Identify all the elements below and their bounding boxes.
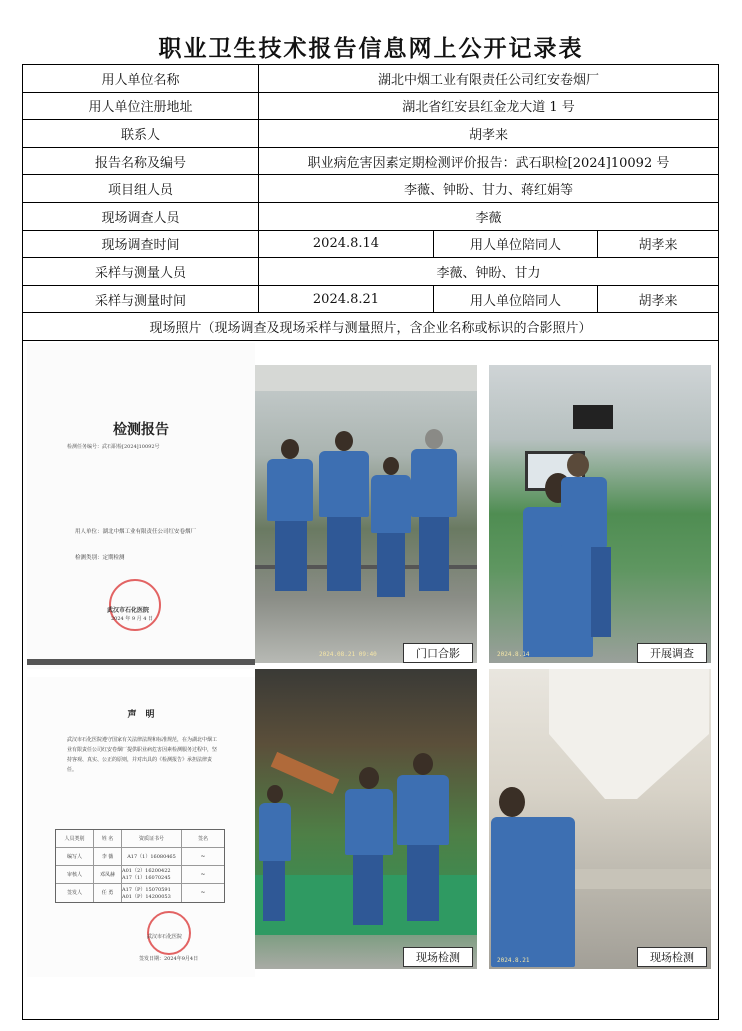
row-label: 报告名称及编号 <box>23 148 259 175</box>
row-label: 现场调查时间 <box>23 231 259 258</box>
td: 审核人 <box>56 866 94 883</box>
th: 姓 名 <box>94 830 122 847</box>
td: 邓凤赫 <box>94 866 122 883</box>
row-label: 采样与测量人员 <box>23 258 259 285</box>
signature-icon: ~ <box>200 870 206 878</box>
declaration-text: 武汉市石化医院遵守国家有关法律法规和标准规范，在为湖北中烟工业有限责任公司红安卷烟厂提供职业病危害因素检测服务过程中，坚持客观、真实、公正的原则，并对出具的《检测报告》承担法律责任。 <box>67 736 218 773</box>
table-row <box>23 65 718 93</box>
report-heading: 检测报告 <box>113 421 169 438</box>
report-employer: 用人单位：湖北中烟工业有限责任公司红安卷烟厂 <box>75 528 197 535</box>
signature-table <box>55 829 225 903</box>
escort-label: 用人单位陪同人 <box>434 231 598 258</box>
th: 资质证书号 <box>122 830 182 847</box>
photo-timestamp: 2024.08.21 09:40 <box>319 650 377 658</box>
photo-timestamp: 2024.8.14 <box>497 650 530 658</box>
photos-header: 现场照片（现场调查及现场采样与测量照片，含企业名称或标识的合影照片） <box>149 321 592 337</box>
photo-area <box>23 341 718 1019</box>
row-label: 用人单位名称 <box>23 65 259 92</box>
td: 李 薇 <box>94 848 122 865</box>
td: 任 勇 <box>94 884 122 902</box>
th: 人员类别 <box>56 830 94 847</box>
page-title: 职业卫生技术报告信息网上公开记录表 <box>158 36 584 62</box>
signature-icon: ~ <box>200 852 206 860</box>
table-row <box>23 148 718 176</box>
escort-name: 胡孝来 <box>638 293 678 309</box>
survey-photo-image <box>489 365 711 663</box>
table-row <box>23 203 718 231</box>
report-cover-image <box>27 343 255 669</box>
testing-photo-image <box>255 669 477 969</box>
table-row <box>23 258 718 286</box>
row-label: 联系人 <box>23 120 259 147</box>
ceiling-shape <box>255 365 477 391</box>
signature-row <box>56 848 224 866</box>
hopper-shape <box>549 669 709 799</box>
row-value: 湖北中烟工业有限责任公司红安卷烟厂 <box>377 72 599 88</box>
row-label: 用人单位注册地址 <box>23 93 259 120</box>
table-row <box>23 93 718 121</box>
photo-caption: 开展调查 <box>637 643 707 663</box>
report-type: 检测类别：定期检测 <box>75 554 125 561</box>
signature-table-header <box>56 830 224 848</box>
declaration-org: 武汉市石化医院 <box>147 933 183 940</box>
td: A01（2）16200422 A17（1）16070245 <box>122 866 182 883</box>
record-table <box>22 64 719 1020</box>
sampling-time-row <box>23 286 718 314</box>
survey-time-row <box>23 231 718 259</box>
th: 签名 <box>197 835 208 842</box>
screen-shape <box>573 405 613 429</box>
row-value: 李薇、钟盼、甘力 <box>436 265 541 281</box>
escort-name: 胡孝来 <box>638 238 678 254</box>
signature-row <box>56 884 224 902</box>
row-label: 采样与测量时间 <box>23 286 259 313</box>
photo-caption: 门口合影 <box>403 643 473 663</box>
photo-timestamp: 2024.8.21 <box>497 956 530 964</box>
survey-date: 2024.8.14 <box>259 231 434 258</box>
td: 签发人 <box>56 884 94 902</box>
row-value: 湖北省红安县红金龙大道 1 号 <box>402 100 575 116</box>
report-number: 检测任务编号：武石职检[2024]10092号 <box>67 443 160 450</box>
signature-icon: ~ <box>200 889 206 897</box>
page-divider <box>27 659 255 665</box>
table-row <box>23 175 718 203</box>
table-row <box>23 120 718 148</box>
sampling-date: 2024.8.21 <box>259 286 434 313</box>
declaration-image <box>27 677 255 977</box>
td: A17（1）16080465 <box>122 848 182 865</box>
row-value: 胡孝来 <box>468 127 508 143</box>
photo-caption: 现场检测 <box>637 947 707 967</box>
row-value: 职业病危害因素定期检测评价报告：武石职检[2024]10092 号 <box>307 155 670 171</box>
photo-caption: 现场检测 <box>403 947 473 967</box>
td: 编写人 <box>56 848 94 865</box>
declaration-date: 签发日期：2024年9月4日 <box>139 955 199 962</box>
photos-header-row <box>23 313 718 341</box>
row-value: 李薇、钟盼、甘力、蒋红娟等 <box>403 183 573 199</box>
report-org: 武汉市石化医院 <box>107 606 150 614</box>
escort-label: 用人单位陪同人 <box>434 286 598 313</box>
row-value: 李薇 <box>475 210 502 226</box>
signature-row <box>56 866 224 884</box>
td: A17（P）15070591 A01（P）14200053 <box>122 884 182 902</box>
group-photo-image <box>255 365 477 663</box>
row-label: 现场调查人员 <box>23 203 259 230</box>
row-label: 项目组人员 <box>23 175 259 202</box>
declaration-heading: 声 明 <box>127 709 155 720</box>
testing-photo-image <box>489 669 711 969</box>
report-date: 2024 年 9 月 4 日 <box>111 615 154 622</box>
